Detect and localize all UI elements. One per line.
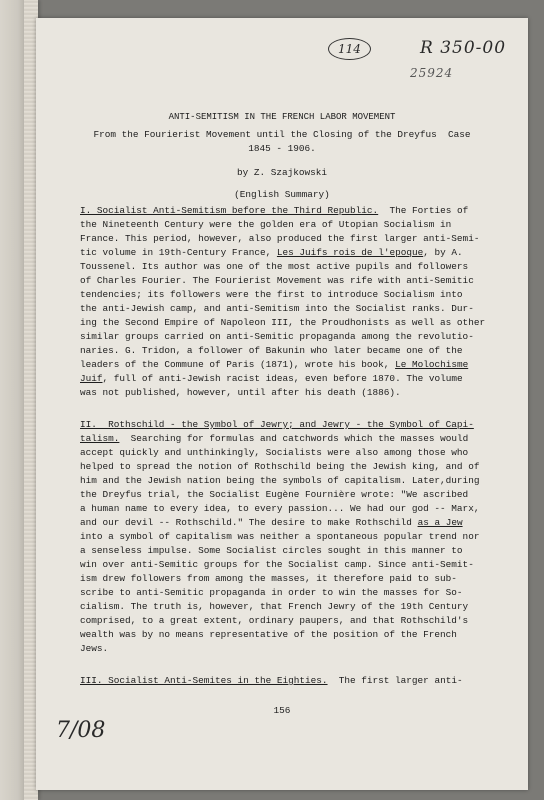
emphasis-as-a-jew: as a Jew (417, 517, 463, 528)
text-line: similar groups carried on anti-Semitic propaganda among the revolutio- (80, 331, 474, 342)
text-line: him and the Jewish nation being the symbols of capitalism. Later,during (80, 475, 480, 486)
text-line: the Dreyfus trial, the Socialist Eugène Fournière wrote: "We ascribed (80, 489, 469, 500)
section-3-heading: III. Socialist Anti-Semites in the Eighties. (80, 675, 328, 686)
text-line: scribe to anti-Semitic propaganda in order to win the masses for So- (80, 587, 463, 598)
text-line: and our devil -- Rothschild." The desire to make Rothschild (80, 517, 418, 528)
text-line: wealth was by no means representative of the position of the French (80, 629, 457, 640)
text-line: Toussenel. Its author was one of the most active pupils and followers (80, 261, 469, 272)
text-line: win over anti-Semitic groups for the Socialist camp. Since anti-Semit- (80, 559, 474, 570)
document-title: ANTI-SEMITISM IN THE FRENCH LABOR MOVEMENT (168, 112, 396, 122)
text-line: a human name to every idea, to every passion... We had our god -- Marx, (80, 503, 480, 514)
document-years: 1845 - 1906. (248, 143, 316, 154)
text-line: France. This period, however, also produced the first larger anti-Semi- (80, 233, 480, 244)
section-2-heading-1: II. Rothschild - the Symbol of Jewry; and Jewry - the Symbol of Capi- (80, 419, 474, 430)
document-author: by Z. Szajkowski (236, 167, 327, 178)
text-line: accept quickly and unthinkingly, Socialists were also among those who (80, 447, 469, 458)
summary-label: (English Summary) (234, 189, 330, 200)
text-line: Jews. (80, 643, 109, 654)
handwritten-price: R 350-00 (420, 38, 507, 58)
text-line: Searching for formulas and catchwords which the masses would (119, 433, 469, 444)
text-line: leaders of the Commune of Paris (1871), wrote his book, (80, 359, 396, 370)
section-3-paragraph (80, 674, 463, 688)
text-line: The Forties of (378, 205, 469, 216)
book-title-tridon-1: Le Molochisme (395, 359, 469, 370)
page-number: 156 (273, 705, 291, 716)
text-line: The first larger anti- (327, 675, 463, 686)
text-line: into a symbol of capitalism was neither a spontaneous popular trend nor (80, 531, 480, 542)
handwritten-inventory-number: 25924 (410, 66, 454, 80)
text-line: tic volume in 19th-Century France, (80, 247, 277, 258)
text-line: comprised, to a great extent, ordinary paupers, and that Rothschild's (80, 615, 469, 626)
text-line: the Nineteenth Century were the golden era of Utopian Socialism in (80, 219, 452, 230)
handwritten-shelf-mark: 7/08 (56, 718, 106, 743)
text-line: ism drew followers from among the masses, it therefore paid to sub- (80, 573, 457, 584)
text-line: cialism. The truth is, however, that French Jewry of the 19th Century (80, 601, 469, 612)
text-line: helped to spread the notion of Rothschild being the Jewish king, and of (80, 461, 480, 472)
text-line: , full of anti-Jewish racist ideas, even before 1870. The volume (102, 373, 463, 384)
text-line: was not published, however, until after his death (1886). (80, 387, 401, 398)
document-subtitle: From the Fourierist Movement until the Closing of the Dreyfus Case (93, 129, 471, 140)
section-2-paragraph (80, 418, 479, 656)
document-page (36, 18, 528, 790)
section-1-heading: I. Socialist Anti-Semitism before the Third Republic. (80, 205, 379, 216)
text-line: naries. G. Tridon, a follower of Bakunin who later became one of the (80, 345, 463, 356)
text-line: a senseless impulse. Some Socialist circles sought in this manner to (80, 545, 463, 556)
section-1-paragraph (80, 204, 485, 400)
book-title-tridon-2: Juif (80, 373, 103, 384)
text-line: of Charles Fourier. The Fourierist Movement was rife with anti-Semitic (80, 275, 474, 286)
text-line: , by A. (423, 247, 463, 258)
handwritten-publication-number: 114 (328, 38, 371, 60)
text-line: ing the Second Empire of Napoleon III, the Proudhonists as well as other (80, 317, 486, 328)
section-2-heading-2: talism. (80, 433, 120, 444)
book-title-toussenel: Les Juifs rois de l'epoque (276, 247, 424, 258)
text-line: tendencies; its followers were the first to introduce Socialism into (80, 289, 463, 300)
text-line: the anti-Jewish camp, and anti-Semitism into the Socialist ranks. Dur- (80, 303, 474, 314)
